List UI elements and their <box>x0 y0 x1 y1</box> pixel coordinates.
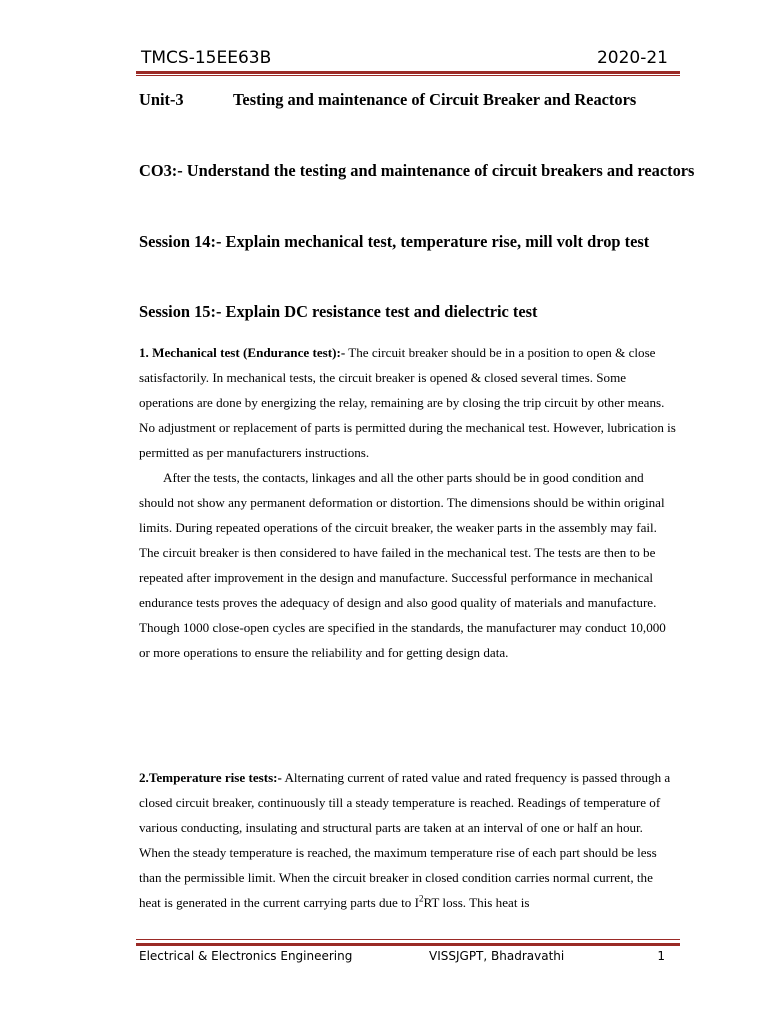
temperature-rise-text-a: Alternating current of rated value and rated frequency is passed through a closed circuit breaker, continuously till a steady temperature is reached. Readings of temperature of various conducting, insulating and structural parts are taken at an interval of one or half an hour. When the steady temperature is reached, the maximum temperature rise of each part should be less than the permissible limit. When the circuit breaker in closed condition carries normal current, the heat is generated in the current carrying parts due to I <box>139 770 671 910</box>
mechanical-test-section <box>139 340 676 665</box>
page-header <box>141 44 668 68</box>
page-number: 1 <box>657 949 665 963</box>
institution-name: VISSJGPT, Bhadravathi <box>429 949 565 963</box>
temperature-rise-section <box>139 765 676 915</box>
page-footer <box>139 949 665 967</box>
academic-year: 2020-21 <box>596 48 668 68</box>
superscript-two: 2 <box>418 893 424 904</box>
mechanical-test-para-1: The circuit breaker should be in a position to open & close satisfactorily. In mechanical tests, the circuit breaker is opened & closed several times. Some operations are done by energizing the relay, remaining are by closing the trip circuit by other means. No adjustment or replacement of parts is permitted during the mechanical test. However, lubrication is permitted as per manufacturers instructions. <box>139 345 676 460</box>
header-rule <box>136 71 680 74</box>
temperature-rise-text-b: RT loss. This heat is <box>423 895 530 910</box>
unit-title: Testing and maintenance of Circuit Breaker and Reactors <box>233 90 637 109</box>
temperature-rise-heading: 2.Temperature rise tests:- <box>139 770 282 785</box>
footer-rule <box>136 943 680 946</box>
mechanical-test-para-2: After the tests, the contacts, linkages and all the other parts should be in good condition and should not show any permanent deformation or distortion. The dimensions should be within original limits. During repeated operations of the circuit breaker, the weaker parts in the assembly may fail. The circuit breaker is then considered to have failed in the mechanical test. The tests are then to be repeated after improvement in the design and manufacture. Successful performance in mechanical endurance tests proves the adequacy of design and also good quality of materials and manufacture. Though 1000 close-open cycles are specified in the standards, the manufacturer may conduct 10,000 or more operations to ensure the reliability and for getting design data. <box>139 470 666 660</box>
session-15-heading: Session 15:- Explain DC resistance test and dielectric test <box>139 302 538 321</box>
course-outcome: CO3:- Understand the testing and maintenance of circuit breakers and reactors <box>139 161 695 180</box>
unit-heading <box>139 86 653 114</box>
session-14-heading: Session 14:- Explain mechanical test, temperature rise, mill volt drop test <box>139 232 650 251</box>
course-code: TMCS-15EE63B <box>141 48 272 68</box>
unit-label: Unit-3 <box>139 90 184 109</box>
mechanical-test-heading: 1. Mechanical test (Endurance test):- <box>139 345 346 360</box>
department-name: Electrical & Electronics Engineering <box>139 949 353 963</box>
